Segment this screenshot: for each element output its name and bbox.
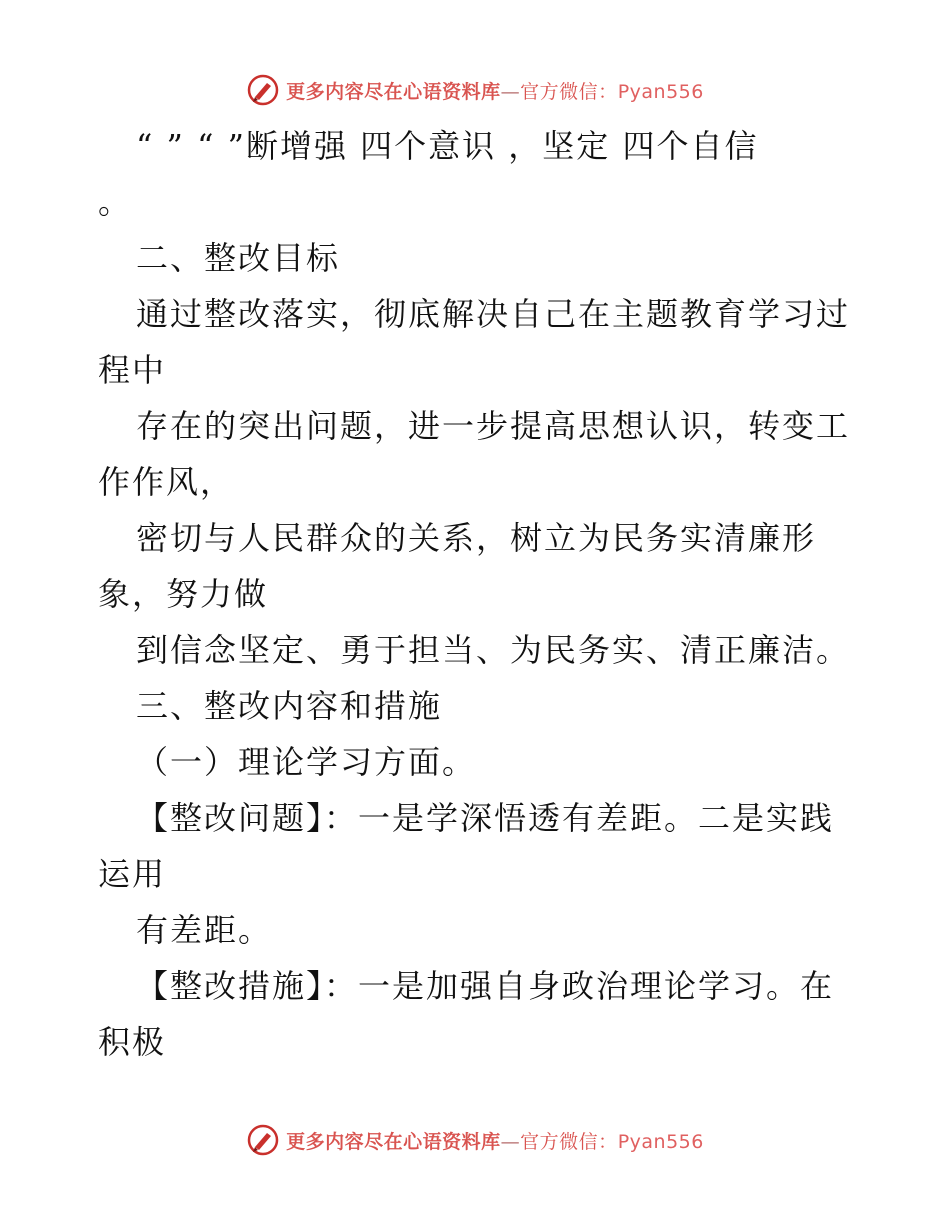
text-line-4: 通过整改落实，彻底解决自己在主题教育学习过	[136, 295, 851, 333]
text-line-9: 象，努力做	[98, 575, 269, 613]
watermark-text	[286, 77, 704, 104]
text-line-14: 运用	[98, 855, 167, 893]
watermark-contact-label: 官方微信：	[520, 80, 618, 103]
document-body	[98, 118, 858, 1070]
watermark-main: 更多内容尽在心语资料库	[286, 80, 501, 103]
watermark-handle: Pyan556	[617, 80, 704, 103]
watermark-dash: —	[500, 1130, 521, 1153]
text-line-1: “ ” “ ”断增强 四个意识 ，坚定 四个自信	[136, 127, 759, 165]
text-line-16: 【整改措施】：一是加强自身政治理论学习。在	[136, 967, 835, 1005]
section-heading-3: 三、整改内容和措施	[136, 687, 443, 725]
text-line-6: 存在的突出问题，进一步提高思想认识，转变工	[136, 407, 851, 445]
text-line-5: 程中	[98, 351, 167, 389]
subsection-heading-1: （一）理论学习方面。	[136, 743, 477, 781]
pen-logo-icon	[246, 73, 280, 107]
header-watermark	[0, 70, 950, 110]
watermark-main: 更多内容尽在心语资料库	[286, 1130, 501, 1153]
text-line-13: 【整改问题】：一是学深悟透有差距。二是实践	[136, 799, 835, 837]
footer-watermark	[0, 1120, 950, 1160]
text-line-8: 密切与人民群众的关系，树立为民务实清廉形	[136, 519, 817, 557]
text-line-2: 。	[98, 183, 133, 221]
watermark-dash: —	[500, 80, 521, 103]
watermark-text	[286, 1127, 704, 1154]
text-line-17: 积极	[98, 1023, 167, 1061]
section-heading-2: 二、整改目标	[136, 239, 341, 277]
watermark-contact-label: 官方微信：	[520, 1130, 618, 1153]
text-line-15: 有差距。	[136, 911, 273, 949]
text-line-7: 作作风，	[98, 463, 235, 501]
text-line-10: 到信念坚定、勇于担当、为民务实、清正廉洁。	[136, 631, 851, 669]
watermark-handle: Pyan556	[617, 1130, 704, 1153]
pen-logo-icon	[246, 1123, 280, 1157]
